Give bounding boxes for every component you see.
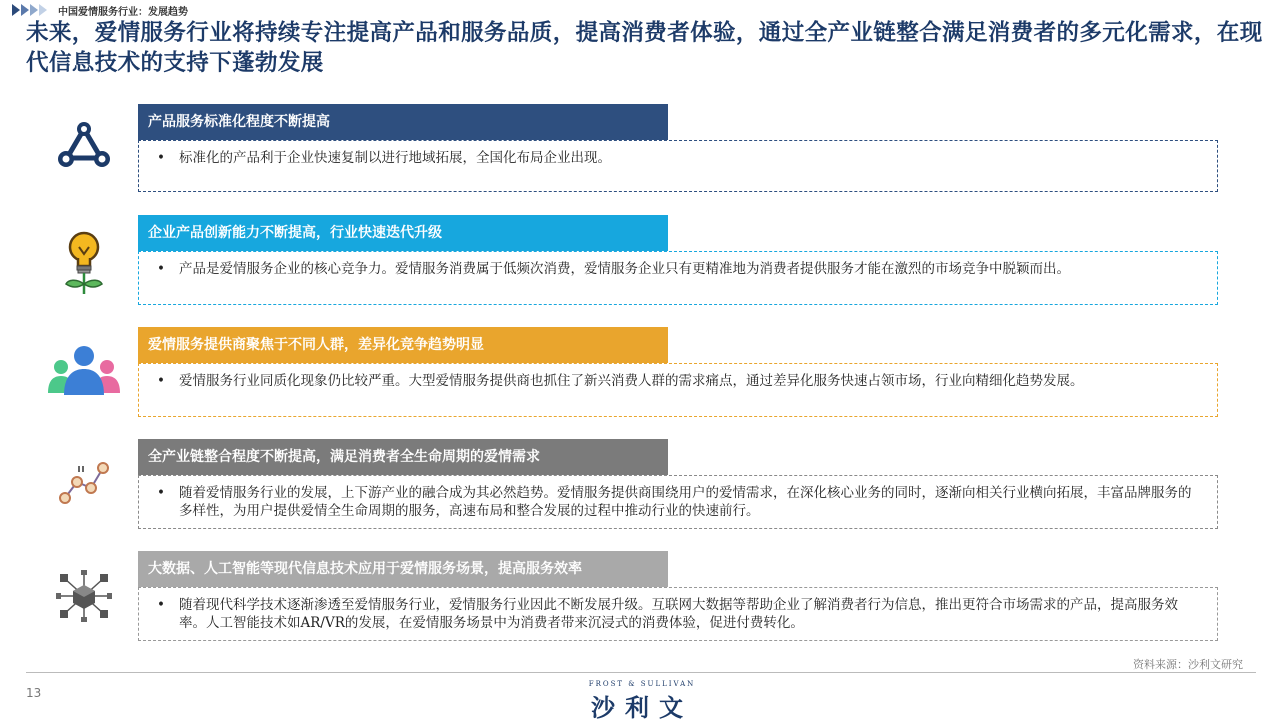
section-title: 爱情服务提供商聚焦于不同人群，差异化竞争趋势明显 xyxy=(138,327,668,363)
trend-section-differentiation xyxy=(138,327,1218,389)
source-note: 资料来源：沙利文研究 xyxy=(1133,658,1243,671)
section-text: 产品是爱情服务企业的核心竞争力。爱情服务消费属于低频次消费，爱情服务企业只有更精准地为消费者提供服务才能在激烈的市场竞争中脱颖而出。 xyxy=(179,261,1070,277)
trend-section-technology xyxy=(138,551,1218,631)
section-content xyxy=(138,140,1218,192)
bullet: • xyxy=(157,261,165,277)
section-title: 产品服务标准化程度不断提高 xyxy=(138,104,668,140)
logo-chinese: 沙利文 xyxy=(591,693,693,720)
people-group-icon xyxy=(47,345,121,397)
section-title: 全产业链整合程度不断提高，满足消费者全生命周期的爱情需求 xyxy=(138,439,668,475)
section-text: 随着现代科学技术逐渐渗透至爱情服务行业，爱情服务行业因此不断发展升级。互联网大数据等帮助企业了解消费者行为信息，推出更符合市场需求的产品，提高服务效率。人工智能技术如AR/VR的发展，在爱情服务场景中为消费者带来沉浸式的消费体验，促进付费转化。 xyxy=(179,597,1178,631)
trend-section-standardization xyxy=(138,104,1218,166)
trend-section-innovation xyxy=(138,215,1218,277)
bullet: • xyxy=(157,485,165,501)
bullet: • xyxy=(157,597,165,613)
logo-english: FROST & SULLIVAN xyxy=(588,680,696,688)
section-text: 标准化的产品利于企业快速复制以进行地域拓展，全国化布局企业出现。 xyxy=(179,150,611,166)
bullet: • xyxy=(157,150,165,166)
breadcrumb: 中国爱情服务行业：发展趋势 xyxy=(58,6,188,18)
cube-network-icon xyxy=(56,570,112,622)
section-text: 爱情服务行业同质化现象仍比较严重。大型爱情服务提供商也抓住了新兴消费人群的需求痛点，通过差异化服务快速占领市场，行业向精细化趋势发展。 xyxy=(179,373,1084,389)
section-content xyxy=(138,363,1218,417)
top-breadcrumb-bar xyxy=(12,3,188,17)
network-icon xyxy=(56,120,112,170)
section-content xyxy=(138,475,1218,529)
trend-section-integration xyxy=(138,439,1218,519)
lightbulb-icon xyxy=(62,230,106,296)
page-title: 未来，爱情服务行业将持续专注提高产品和服务品质，提高消费者体验，通过全产业链整合满足消费者的多元化需求，在现代信息技术的支持下蓬勃发展 xyxy=(26,20,1263,76)
footer-divider xyxy=(26,672,1256,673)
chevron-arrows-icon xyxy=(12,4,48,16)
section-text: 随着爱情服务行业的发展，上下游产业的融合成为其必然趋势。爱情服务提供商围绕用户的爱情需求，在深化核心业务的同时，逐渐向相关行业横向拓展，丰富品牌服务的多样性，为用户提供爱情全生命周期的服务，高速布局和整合发展的过程中推动行业的快速前行。 xyxy=(179,485,1192,519)
frost-sullivan-logo xyxy=(572,680,712,720)
section-content xyxy=(138,251,1218,305)
chain-nodes-icon xyxy=(57,458,113,504)
page-number: 13 xyxy=(26,686,42,700)
section-content xyxy=(138,587,1218,641)
section-title: 大数据、人工智能等现代信息技术应用于爱情服务场景，提高服务效率 xyxy=(138,551,668,587)
bullet: • xyxy=(157,373,165,389)
section-title: 企业产品创新能力不断提高，行业快速迭代升级 xyxy=(138,215,668,251)
